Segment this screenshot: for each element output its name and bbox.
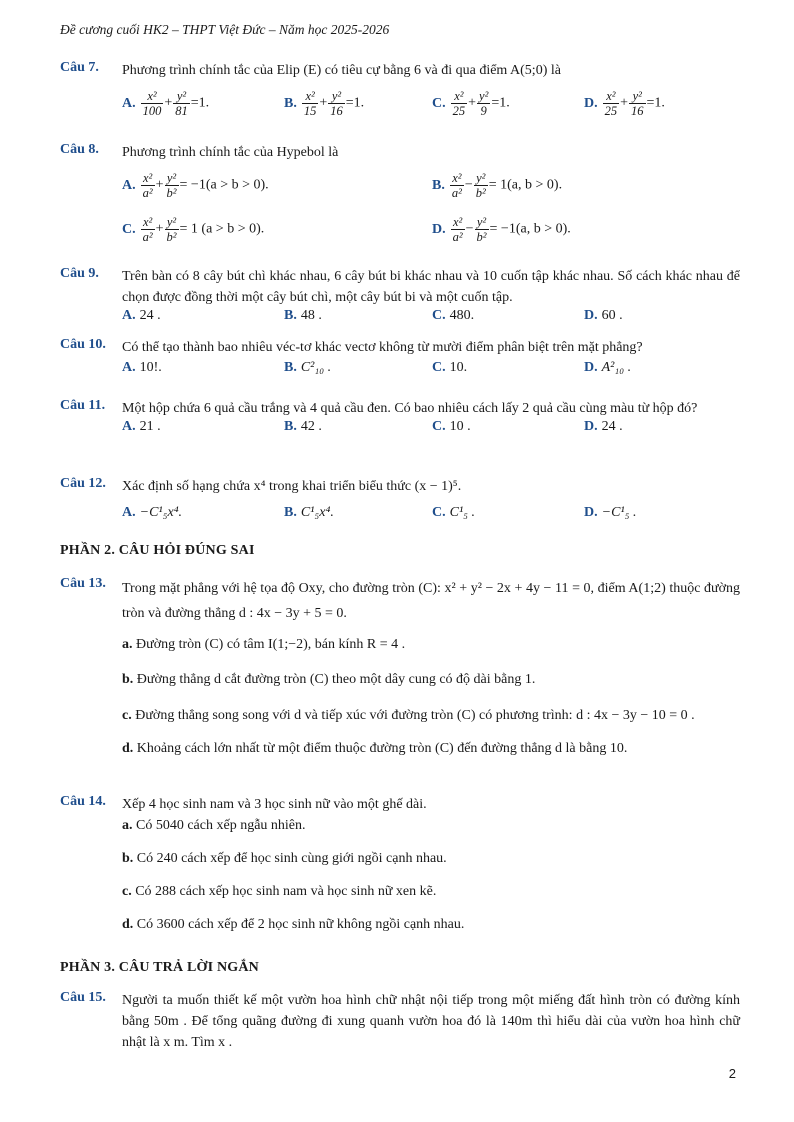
option-d[interactable]: D. $\frac{\text{x²}}{25}$ + $\frac{\text{y²}}{16}$ =1. xyxy=(584,89,665,118)
option-b[interactable]: B. 48 . xyxy=(284,308,322,323)
question-text: Trong mặt phẳng với hệ tọa độ Oxy, cho đường tròn (C): x² + y² − 2x + 4y − 11 = 0, điểm A(1;2) thuộc đường tròn và đường thẳng d : 4x − 3y + 5 = 0. xyxy=(122,581,740,621)
options xyxy=(122,89,740,119)
question-text: Phương trình chính tắc của Elip (E) có tiêu cự bằng 6 và đi qua điểm A(5;0) là xyxy=(122,63,561,78)
option-d[interactable]: D. 24 . xyxy=(584,419,623,434)
option-b[interactable]: B. C²₁₀ . xyxy=(284,360,332,375)
statement-c: c. Có 288 cách xếp học sinh nam và học sinh nữ xen kẽ. xyxy=(122,884,437,899)
question-text: Xếp 4 học sinh nam và 3 học sinh nữ vào một ghế dài. xyxy=(122,797,427,812)
question-text: Người ta muốn thiết kế một vườn hoa hình chữ nhật nội tiếp trong một miếng đất hình tròn có đường kính bằng 50m . Để tổng quãng đường đi xung quanh vườn hoa đó là 140m thì hiểu dài của vườn hoa hình chữ nhật là x m. Tìm x . xyxy=(122,993,740,1050)
question-number: Câu 10. xyxy=(60,337,106,352)
question-text: Phương trình chính tắc của Hypebol là xyxy=(122,145,339,160)
option-a[interactable]: A. $\frac{\text{x²}}{100}$ + $\frac{\text{y²}}{81}$ =1. xyxy=(122,89,210,118)
question-13 xyxy=(60,576,740,759)
statement-a: a. Đường tròn (C) có tâm I(1;−2), bán kính R = 4 . xyxy=(122,637,406,652)
question-number: Câu 13. xyxy=(60,576,106,591)
options-row-1 xyxy=(122,171,740,207)
option-c[interactable]: C. 480. xyxy=(432,308,475,323)
option-c[interactable]: C. 10. xyxy=(432,360,468,375)
question-9 xyxy=(60,266,740,332)
option-d[interactable]: D. 60 . xyxy=(584,308,623,323)
option-c[interactable]: C. $\frac{\text{x²}}{25}$ + $\frac{\text{y²}}{9}$ =1. xyxy=(432,89,510,118)
option-d[interactable]: D. A²₁₀ . xyxy=(584,360,632,375)
question-15 xyxy=(60,990,740,1053)
option-a[interactable]: A. 21 . xyxy=(122,419,161,434)
statement-d: d. Có 3600 cách xếp để 2 học sinh nữ không ngồi cạnh nhau. xyxy=(122,917,465,932)
option-d[interactable]: D. −C¹₅ . xyxy=(584,505,637,520)
question-12 xyxy=(60,476,740,529)
question-text: Trên bàn có 8 cây bút chì khác nhau, 6 cây bút bi khác nhau và 10 cuốn tập khác nhau. Số cách khác nhau để chọn được đồng thời một cây bút chì, một cây bút bi và một cuốn tập. xyxy=(122,269,740,305)
question-number: Câu 11. xyxy=(60,398,106,413)
section-title-part-2: PHẦN 2. CÂU HỎI ĐÚNG SAI xyxy=(60,543,255,558)
question-14 xyxy=(60,794,740,935)
options-row-2 xyxy=(122,215,740,251)
statement-c: c. Đường thẳng song song với d và tiếp xúc với đường tròn (C) có phương trình: d : 4x − 3y − 10 = 0 . xyxy=(122,708,695,723)
question-7 xyxy=(60,60,740,119)
question-11 xyxy=(60,398,740,443)
page-header: Đề cương cuối HK2 – THPT Việt Đức – Năm học 2025-2026 xyxy=(60,22,390,37)
question-number: Câu 9. xyxy=(60,266,99,281)
option-b[interactable]: B. 42 . xyxy=(284,419,322,434)
options xyxy=(122,308,740,332)
option-b[interactable]: B. $\frac{\text{x²}}{\text{a²}}$ − $\frac{\text{y²}}{\text{b²}}$ = 1(a, b > 0). xyxy=(432,171,563,200)
section-title-part-3: PHẦN 3. CÂU TRẢ LỜI NGẮN xyxy=(60,960,259,975)
question-number: Câu 8. xyxy=(60,142,99,157)
option-a[interactable]: A. $\frac{\text{x²}}{\text{a²}}$ + $\frac{\text{y²}}{\text{b²}}$ = −1(a > b > 0). xyxy=(122,171,269,200)
options xyxy=(122,505,740,529)
statement-b: b. Có 240 cách xếp để học sinh cùng giới ngồi cạnh nhau. xyxy=(122,851,447,866)
question-text: Có thể tạo thành bao nhiêu véc-tơ khác vectơ không từ mười điểm phân biệt trên mặt phẳng? xyxy=(122,340,643,355)
statement-d: d. Khoảng cách lớn nhất từ một điểm thuộc đường tròn (C) đến đường thẳng d là bằng 10. xyxy=(122,741,628,756)
question-number: Câu 15. xyxy=(60,990,106,1005)
question-number: Câu 12. xyxy=(60,476,106,491)
option-a[interactable]: A. 10!. xyxy=(122,360,162,375)
question-text: Một hộp chứa 6 quả cầu trắng và 4 quả cầu đen. Có bao nhiêu cách lấy 2 quả cầu cùng màu từ hộp đó? xyxy=(122,401,698,416)
option-b[interactable]: B. $\frac{\text{x²}}{15}$ + $\frac{\text{y²}}{16}$ =1. xyxy=(284,89,365,118)
statement-a: a. Có 5040 cách xếp ngẫu nhiên. xyxy=(122,818,306,833)
question-number: Câu 7. xyxy=(60,60,99,75)
option-c[interactable]: C. $\frac{\text{x²}}{\text{a²}}$ + $\frac{\text{y²}}{\text{b²}}$ = 1 (a > b > 0). xyxy=(122,215,265,244)
question-number: Câu 14. xyxy=(60,794,106,809)
option-d[interactable]: D. $\frac{\text{x²}}{\text{a²}}$ − $\frac{\text{y²}}{\text{b²}}$ = −1(a, b > 0). xyxy=(432,215,571,244)
options xyxy=(122,419,740,443)
question-8 xyxy=(60,142,740,251)
question-10 xyxy=(60,337,740,384)
option-b[interactable]: B. C¹₅x⁴. xyxy=(284,505,334,520)
question-text: Xác định số hạng chứa x⁴ trong khai triển biểu thức (x − 1)⁵. xyxy=(122,479,462,494)
option-c[interactable]: C. C¹₅ . xyxy=(432,505,476,520)
options xyxy=(122,360,740,384)
option-a[interactable]: A. −C¹₅x⁴. xyxy=(122,505,183,520)
option-c[interactable]: C. 10 . xyxy=(432,419,471,434)
option-a[interactable]: A. 24 . xyxy=(122,308,161,323)
statement-b: b. Đường thẳng d cắt đường tròn (C) theo một dây cung có độ dài bằng 1. xyxy=(122,672,536,687)
page-number: 2 xyxy=(728,1066,736,1081)
